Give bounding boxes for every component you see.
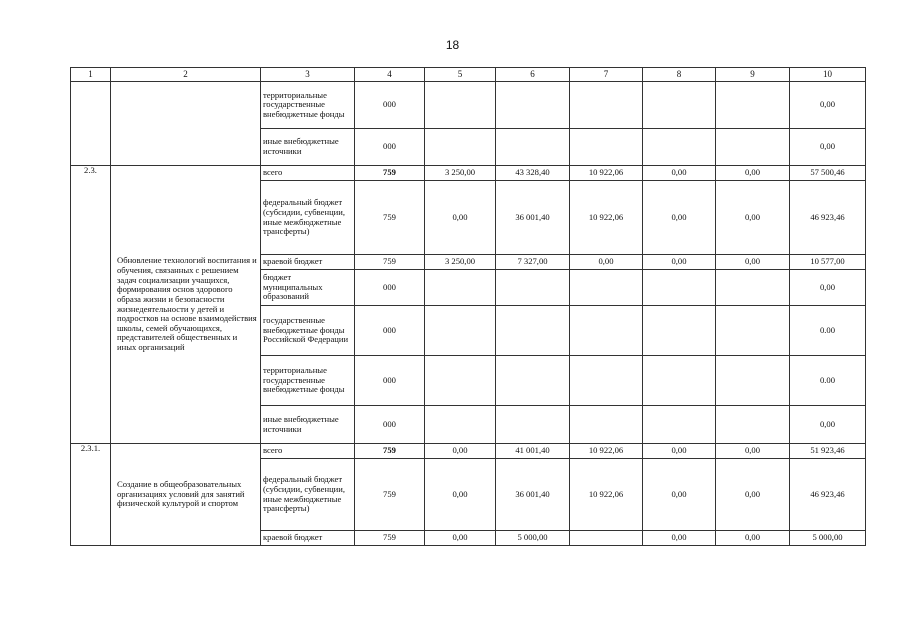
code-cell: 000 <box>355 129 425 166</box>
header-cell: 7 <box>570 68 643 82</box>
value-cell: 0,00 <box>716 459 790 531</box>
funding-source: всего <box>261 444 355 459</box>
header-cell: 6 <box>496 68 570 82</box>
value-cell: 7 327,00 <box>496 255 570 270</box>
funding-source: краевой бюджет <box>261 531 355 546</box>
header-cell: 8 <box>643 68 716 82</box>
funding-source: бюджет муниципальных образований <box>261 270 355 306</box>
code-cell: 759 <box>355 459 425 531</box>
value-cell: 10 922,06 <box>570 181 643 255</box>
value-cell: 0,00 <box>716 531 790 546</box>
header-row <box>71 68 866 82</box>
value-cell: 0,00 <box>716 255 790 270</box>
value-cell: 3 250,00 <box>425 166 496 181</box>
code-cell: 000 <box>355 82 425 129</box>
total-cell: 0.00 <box>790 306 866 356</box>
code-cell: 759 <box>355 444 425 459</box>
header-cell: 2 <box>111 68 261 82</box>
total-cell: 5 000,00 <box>790 531 866 546</box>
header-cell: 3 <box>261 68 355 82</box>
value-cell: 0,00 <box>643 531 716 546</box>
value-cell: 0,00 <box>716 444 790 459</box>
value-cell: 0,00 <box>643 444 716 459</box>
value-cell: 36 001,40 <box>496 459 570 531</box>
page-number: 18 <box>445 38 460 52</box>
empty-cell <box>71 82 111 166</box>
code-cell: 000 <box>355 270 425 306</box>
value-cell: 3 250,00 <box>425 255 496 270</box>
value-cell: 5 000,00 <box>496 531 570 546</box>
funding-source: иные внебюджетные источники <box>261 406 355 444</box>
value-cell: 0,00 <box>643 459 716 531</box>
value-cell: 0,00 <box>570 255 643 270</box>
funding-source: всего <box>261 166 355 181</box>
value-cell: 0,00 <box>643 255 716 270</box>
funding-table <box>70 67 866 546</box>
funding-source: федеральный бюджет (субсидии, субвенции, иные межбюджетные трансферты) <box>261 459 355 531</box>
value-cell: 0,00 <box>716 181 790 255</box>
value-cell: 36 001,40 <box>496 181 570 255</box>
value-cell: 0,00 <box>425 459 496 531</box>
header-cell: 10 <box>790 68 866 82</box>
funding-source: иные внебюджетные источники <box>261 129 355 166</box>
code-cell: 759 <box>355 255 425 270</box>
value-cell: 10 922,06 <box>570 444 643 459</box>
funding-source: краевой бюджет <box>261 255 355 270</box>
total-cell: 10 577,00 <box>790 255 866 270</box>
code-cell: 000 <box>355 406 425 444</box>
code-cell: 000 <box>355 356 425 406</box>
funding-source: федеральный бюджет (субсидии, субвенции, иные межбюджетные трансферты) <box>261 181 355 255</box>
row-number: 2.3.1. <box>71 444 111 546</box>
value-cell: 0,00 <box>643 181 716 255</box>
header-cell: 9 <box>716 68 790 82</box>
total-cell: 46 923,46 <box>790 181 866 255</box>
funding-source: государственные внебюджетные фонды Российской Федерации <box>261 306 355 356</box>
value-cell <box>570 531 643 546</box>
funding-source: территориальные государственные внебюджетные фонды <box>261 82 355 129</box>
value-cell: 43 328,40 <box>496 166 570 181</box>
activity-name: Обновление технологий воспитания и обучения, связанных с решением задач социализации учащихся, формирования основ здорового образа жизни и безопасности жизнедеятельности у детей и подростков на основе взаимодействия школы, семей обучающихся, представителей общественных и иных организаций <box>111 166 261 444</box>
table-row <box>71 444 866 459</box>
value-cell: 10 922,06 <box>570 459 643 531</box>
total-cell: 0,00 <box>790 270 866 306</box>
value-cell: 0,00 <box>716 166 790 181</box>
value-cell: 0,00 <box>425 181 496 255</box>
activity-name: Создание в общеобразовательных организациях условий для занятий физической культурой и спортом <box>111 444 261 546</box>
value-cell: 41 001,40 <box>496 444 570 459</box>
total-cell: 46 923,46 <box>790 459 866 531</box>
header-cell: 1 <box>71 68 111 82</box>
total-cell: 0,00 <box>790 406 866 444</box>
total-cell: 0,00 <box>790 82 866 129</box>
total-cell: 0,00 <box>790 129 866 166</box>
total-cell: 51 923,46 <box>790 444 866 459</box>
table-row <box>71 166 866 181</box>
total-cell: 57 500,46 <box>790 166 866 181</box>
empty-cell <box>111 82 261 166</box>
table-row <box>71 82 866 129</box>
header-cell: 5 <box>425 68 496 82</box>
code-cell: 759 <box>355 166 425 181</box>
funding-source: территориальные государственные внебюджетные фонды <box>261 356 355 406</box>
header-cell: 4 <box>355 68 425 82</box>
value-cell: 0,00 <box>425 444 496 459</box>
value-cell: 10 922,06 <box>570 166 643 181</box>
value-cell: 0,00 <box>425 531 496 546</box>
total-cell: 0.00 <box>790 356 866 406</box>
value-cell: 0,00 <box>643 166 716 181</box>
code-cell: 759 <box>355 181 425 255</box>
code-cell: 000 <box>355 306 425 356</box>
code-cell: 759 <box>355 531 425 546</box>
row-number: 2.3. <box>71 166 111 444</box>
